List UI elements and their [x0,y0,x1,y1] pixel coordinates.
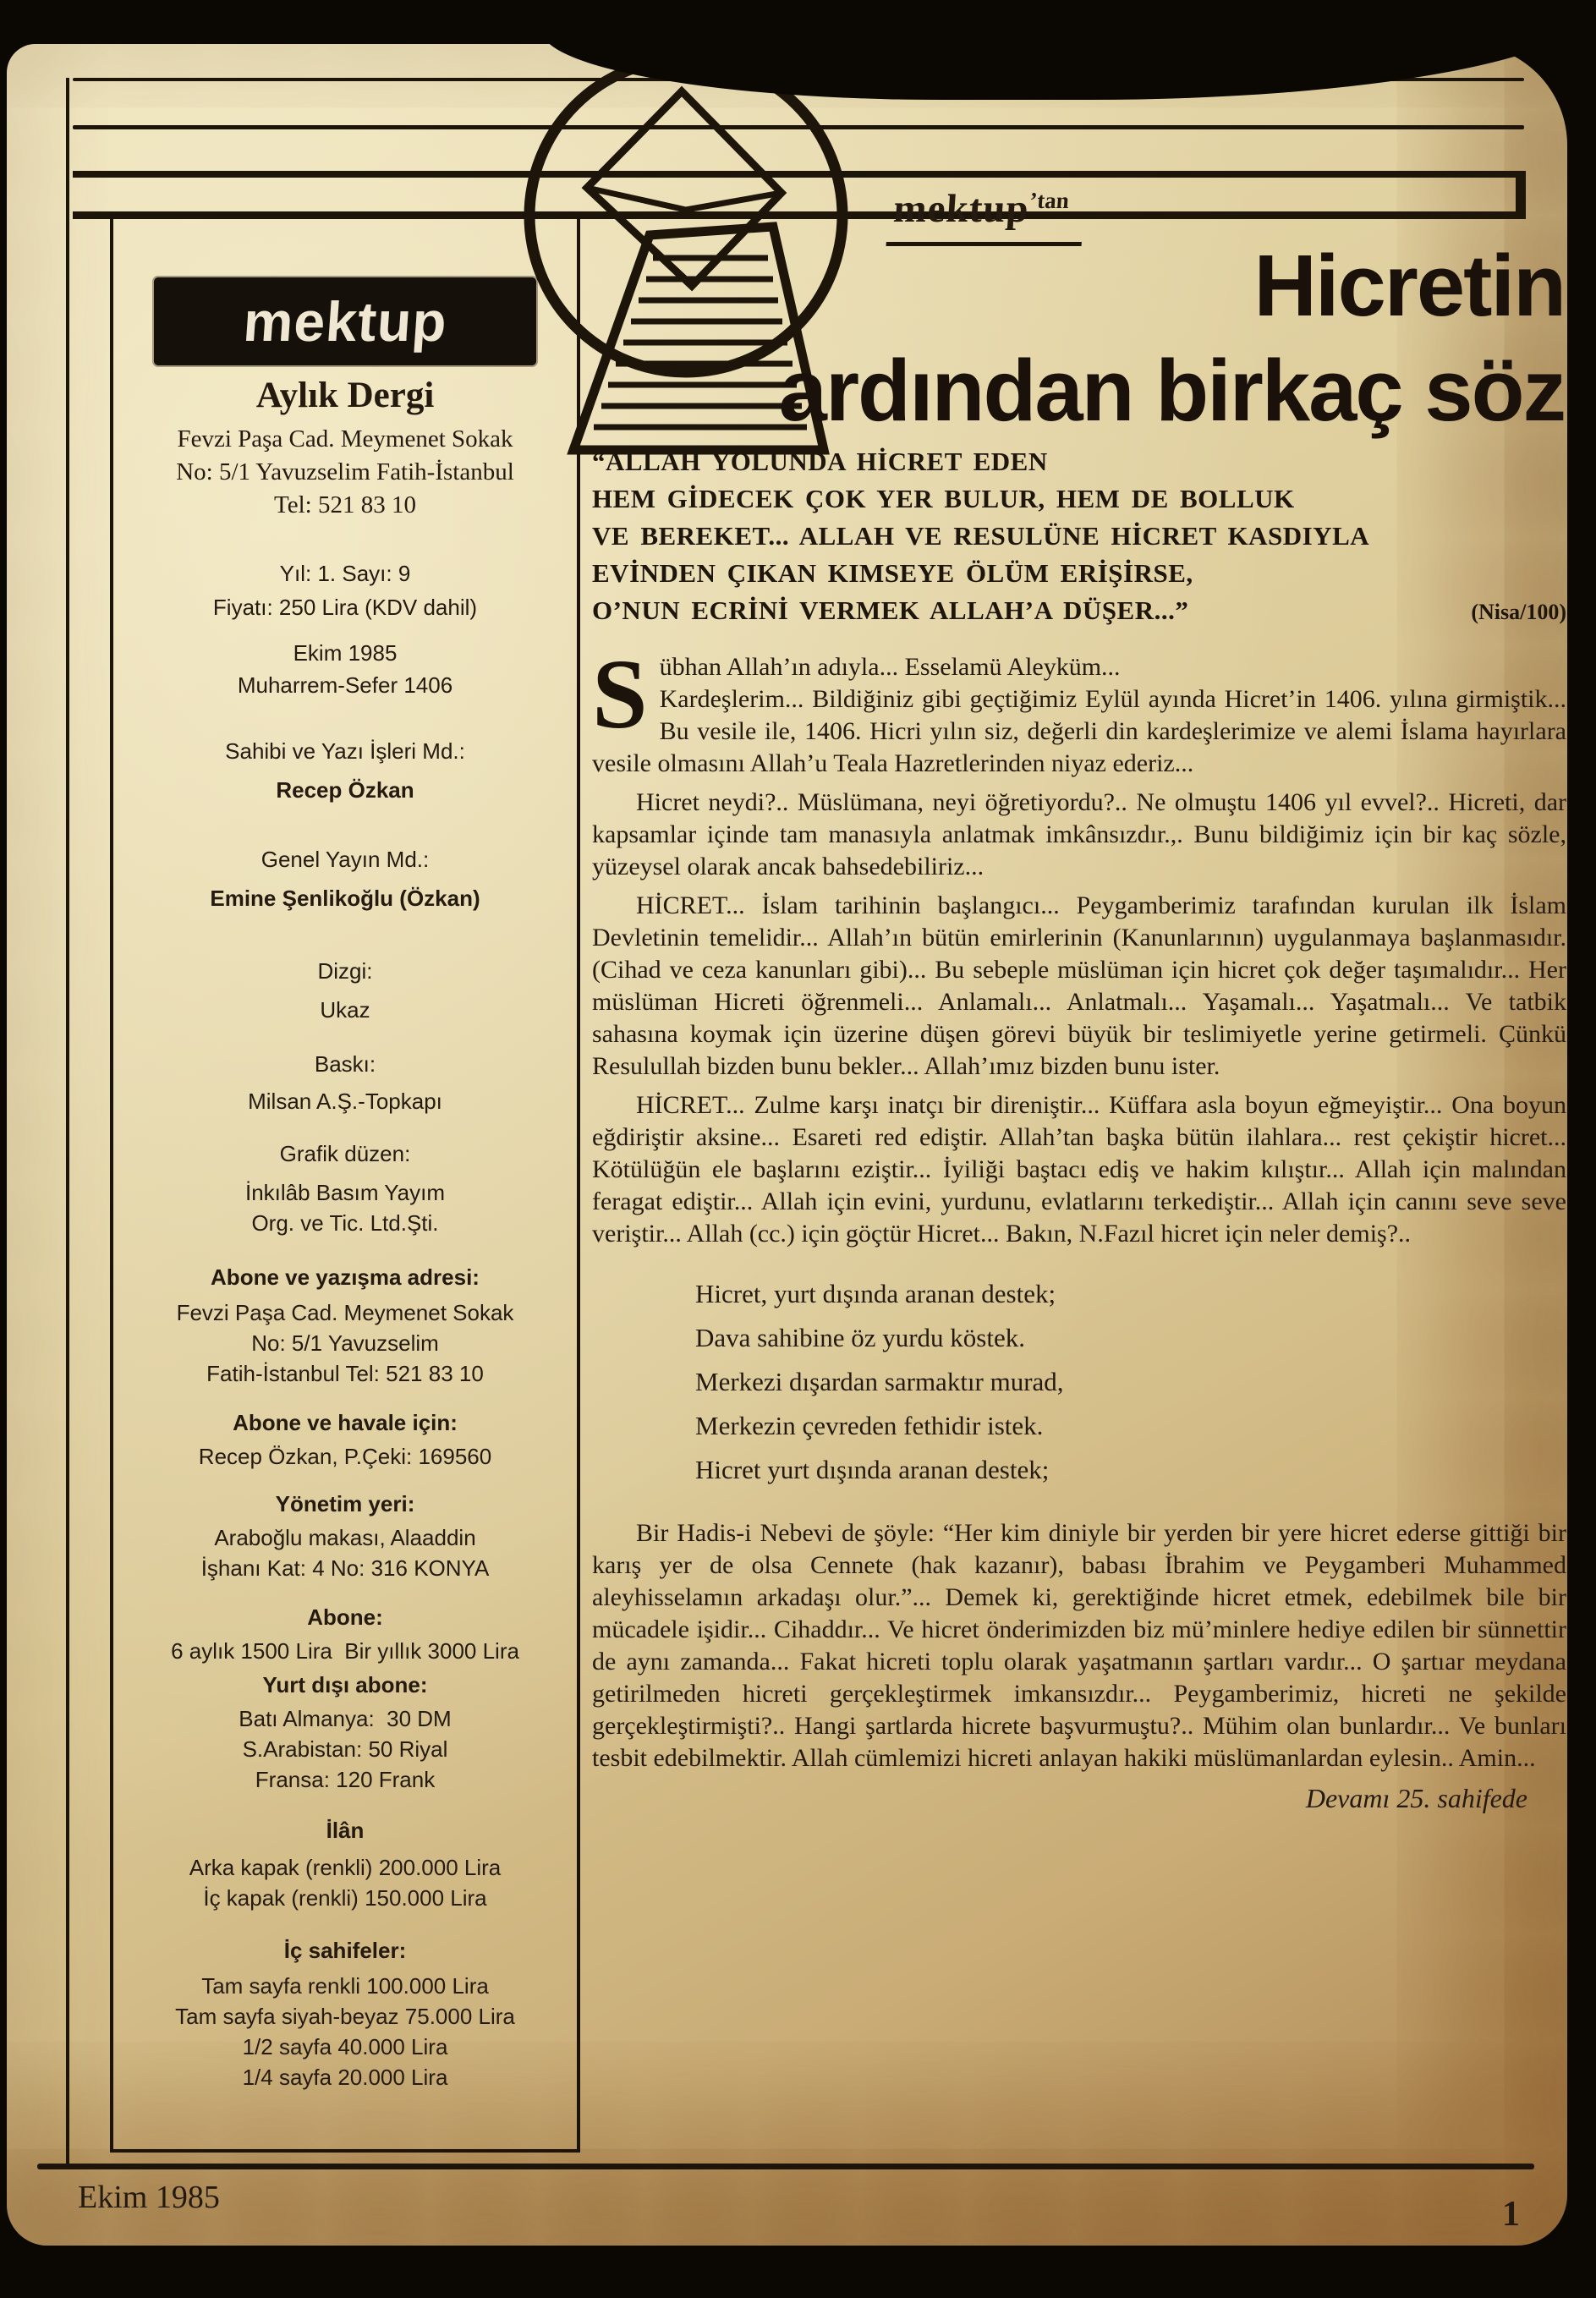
quote-line: EVİNDEN ÇIKAN KIMSEYE ÖLÜM ERİŞİRSE, [592,558,1193,588]
masthead-info-line: İlân [326,1818,365,1843]
mektup-logo [154,277,536,365]
magazine-page [7,44,1567,2246]
masthead-info-list [113,559,577,2092]
masthead-info-line: İnkılâb Basım Yayım [244,1180,446,1205]
masthead-info-line: Fransa: 120 Frank [255,1767,436,1792]
masthead-info-line: Grafik düzen: [279,1141,411,1166]
page-number: 1 [1502,2195,1520,2234]
masthead-info-line: Ekim 1985 [293,640,398,666]
poem-line: Merkezi dışardan sarmaktır murad, [695,1367,1064,1396]
masthead-info-line: Yönetim yeri: [275,1491,415,1516]
address-line: Tel: 521 83 10 [274,491,416,518]
poem-line: Dava sahibine öz yurdu köstek. [695,1323,1025,1352]
headline-line1: Hicretin [1253,237,1565,334]
masthead-info-line: Sahibi ve Yazı İşleri Md.: [225,738,465,764]
masthead-info-line: Emine Şenlikoğlu (Özkan) [210,886,480,911]
masthead-sidebar [110,211,580,2153]
masthead-info-line: Baskı: [314,1051,376,1077]
masthead-info-line: Tam sayfa siyah-beyaz 75.000 Lira [175,2004,515,2029]
masthead-info-line: Fiyatı: 250 Lira (KDV dahil) [212,595,478,620]
body-paragraph: HİCRET... Zulme karşı inatçı bir direniştir... Küffara asla boyun eğmeyiştir... Ona boyun eğdiriştir aksine... Esareti red ediştir. Allah’tan başka bütün ilahlara... rest çekiştir hicret... Kötülüğün ele başlarını eziştir... İyiliği baştacı ediş ve hakim kılıştır... Allah için malından feragat ediştir... Allah için evini, yurdunu, evlatlarını terkediştir... Allah için canını seve seve veriştir... Allah (cc.) için göçtür Hicret... Bakın, N.Fazıl hicret için neler demiş?.. [592,1091,1566,1248]
masthead-info-line: Ukaz [320,997,370,1023]
quote-reference: (Nisa/100) [1471,600,1566,624]
publication-address [113,423,577,522]
masthead-info-line: Batı Almanya: 30 DM [239,1706,452,1731]
poem [695,1272,1566,1492]
body-paragraph: Hicret neydi?.. Müslümana, neyi öğretiyordu?.. Ne olmuştu 1406 yıl evvel?.. Hicreti, dar kapsamlar içinde tam manasıyla anlatmak imkânsızdır.,. Bunu bildiğimiz için bir kaç sözle, yüzeysel olarak ancak bahsedebiliriz... [592,788,1566,880]
publication-type-label: Aylık Dergi [255,376,435,415]
masthead-info-line: Dizgi: [317,958,373,984]
poem-line: Hicret yurt dışında aranan destek; [695,1455,1050,1484]
article-body [592,443,1566,1814]
masthead-info-line: Tam sayfa renkli 100.000 Lira [201,1973,489,1999]
article-headline [592,233,1565,443]
masthead-info-line: Muharrem-Sefer 1406 [237,672,453,698]
opening-paragraph [592,639,1566,780]
masthead-info-line: Arka kapak (renkli) 200.000 Lira [189,1855,502,1880]
footer-rule [37,2164,1534,2169]
masthead-info-line: Recep Özkan, P.Çeki: 169560 [198,1444,492,1469]
opening-rest: Kardeşlerim... Bildiğiniz gibi geçtiğimiz Eylül ayında Hicret’in 1406. yılına girmiştik... Bu vesile ile, 1406. Hicri yılın siz, değerli din kardeşlerimize ve alemi İslama hayırlara vesile olmasını Allah’u Teala Hazretlerinden niyaz ederiz... [592,685,1566,777]
poem-line: Merkezin çevreden fethidir istek. [695,1411,1044,1440]
caption-word: mektup [891,187,1031,231]
address-line: No: 5/1 Yavuzselim Fatih-İstanbul [176,458,514,485]
masthead-info-line: Fevzi Paşa Cad. Meymenet Sokak [176,1300,514,1325]
masthead-info-line: Milsan A.Ş.-Topkapı [248,1089,442,1114]
masthead-info-line: Org. ve Tic. Ltd.Şti. [251,1210,439,1236]
masthead-info-line: Yurt dışı abone: [262,1672,428,1697]
quote-line: VE BEREKET... ALLAH VE RESULÜNE HİCRET KASDIYLA [592,521,1370,551]
headline-line2: ardından birkaç söz [778,342,1565,439]
masthead-info-line: 1/2 sayfa 40.000 Lira [242,2034,448,2059]
quran-quote [592,443,1566,631]
poem-line: Hicret, yurt dışında aranan destek; [695,1279,1056,1308]
paragraph-list [592,787,1566,1250]
masthead-info-line: Fatih-İstanbul Tel: 521 83 10 [206,1361,484,1386]
caption-suffix: ’tan [1028,188,1070,213]
masthead-info-line: Yıl: 1. Sayı: 9 [279,561,411,586]
opening-line: übhan Allah’ın adıyla... Esselamü Aleyküm... [659,653,1121,681]
masthead-info-line: Recep Özkan [276,777,414,803]
masthead-info-line: S.Arabistan: 50 Riyal [242,1736,448,1762]
masthead-info-line: İç kapak (renkli) 150.000 Lira [203,1885,487,1911]
masthead-info-line: Genel Yayın Md.: [261,847,430,872]
masthead-info-line: Araboğlu makası, Alaaddin [214,1525,476,1550]
masthead-info-line: Abone ve havale için: [233,1410,458,1435]
dropcap: S [592,639,648,749]
masthead-info-line: Abone ve yazışma adresi: [211,1264,480,1290]
masthead-info-line: İç sahifeler: [283,1938,407,1963]
address-line: Fevzi Paşa Cad. Meymenet Sokak [177,425,513,452]
footer-issue-date: Ekim 1985 [78,2180,220,2215]
quote-line: HEM GİDECEK ÇOK YER BULUR, HEM DE BOLLUK [592,484,1295,513]
quote-last-line [592,592,1566,631]
quote-last-text: O’NUN ECRİNİ VERMEK ALLAH’A DÜŞER...” [592,595,1189,625]
quote-lines [592,443,1566,592]
masthead-info-line: Abone: [307,1604,383,1630]
quote-line: “ALLAH YOLUNDA HİCRET EDEN [592,447,1048,476]
body-paragraph: HİCRET... İslam tarihinin başlangıcı... Peygamberimiz tarafından kurulan ilk İslam Devletinin temelidir... Allah’ın bütün emirlerinin (Kanunlarının) uygulanmaya başlanmasıdır. (Cihad ve ceza kanunları gibi)... Bu sebeple müslüman için hicret çok değer taşımalıdır... Her müslüman Hicreti öğrenmeli... Anlamalı... Anlatmalı... Yaşamalı... Yaşatmalı... Ve tatbik sahasına koymak için üzerine düşen görevi büyük bir teslimiyetle yerine getirmeli. Çünkü Resulullah bizden bunu bekler... Allah’ımız bizden bunu ister. [592,891,1566,1080]
continuation-note: Devamı 25. sahifede [1305,1783,1527,1813]
masthead-info-line: 6 aylık 1500 Lira Bir yıllık 3000 Lira [171,1638,519,1664]
masthead-info-line: No: 5/1 Yavuzselim [251,1330,439,1356]
page-frame-left-rule [66,78,69,2165]
masthead-info-line: İşhanı Kat: 4 No: 316 KONYA [200,1555,490,1581]
masthead-info-line: 1/4 sayfa 20.000 Lira [242,2065,448,2090]
mektup-logo-text: mektup [241,290,449,353]
closing-paragraph: Bir Hadis-i Nebevi de şöyle: “Her kim diniyle bir yerden bir yere hicret ederse gittiği bir karış yer de olsa Cennete (hak kazanır), babası İbrahim ve Peygamberi Muhammed aleyhisselamın arkadaşı olur.”... Demek ki, gerektiğinde hicret etmek, edebilmek bile bir mücadele işidir... Cihaddır... Ve hicret önderimizden biz mü’minlere hediye edilen bir sünnettir de aynı zamanda... Fakat hicreti toplu olarak yaşatmanın şartları vardır... O şartıar meydana getirilmeden hicreti gerçekleştirmek imkansızdır... Peygamberimiz, hicreti ne şekilde gerçekleştirmişti?.. Hangi şartlarda hicrete başvurmuştu?.. Mühim olan bunlardır... Ve bunları tesbit edebilmektir. Allah cümlemizi hicreti anlayan hakiki müslümanlardan eylesin.. Amin... [592,1519,1566,1772]
